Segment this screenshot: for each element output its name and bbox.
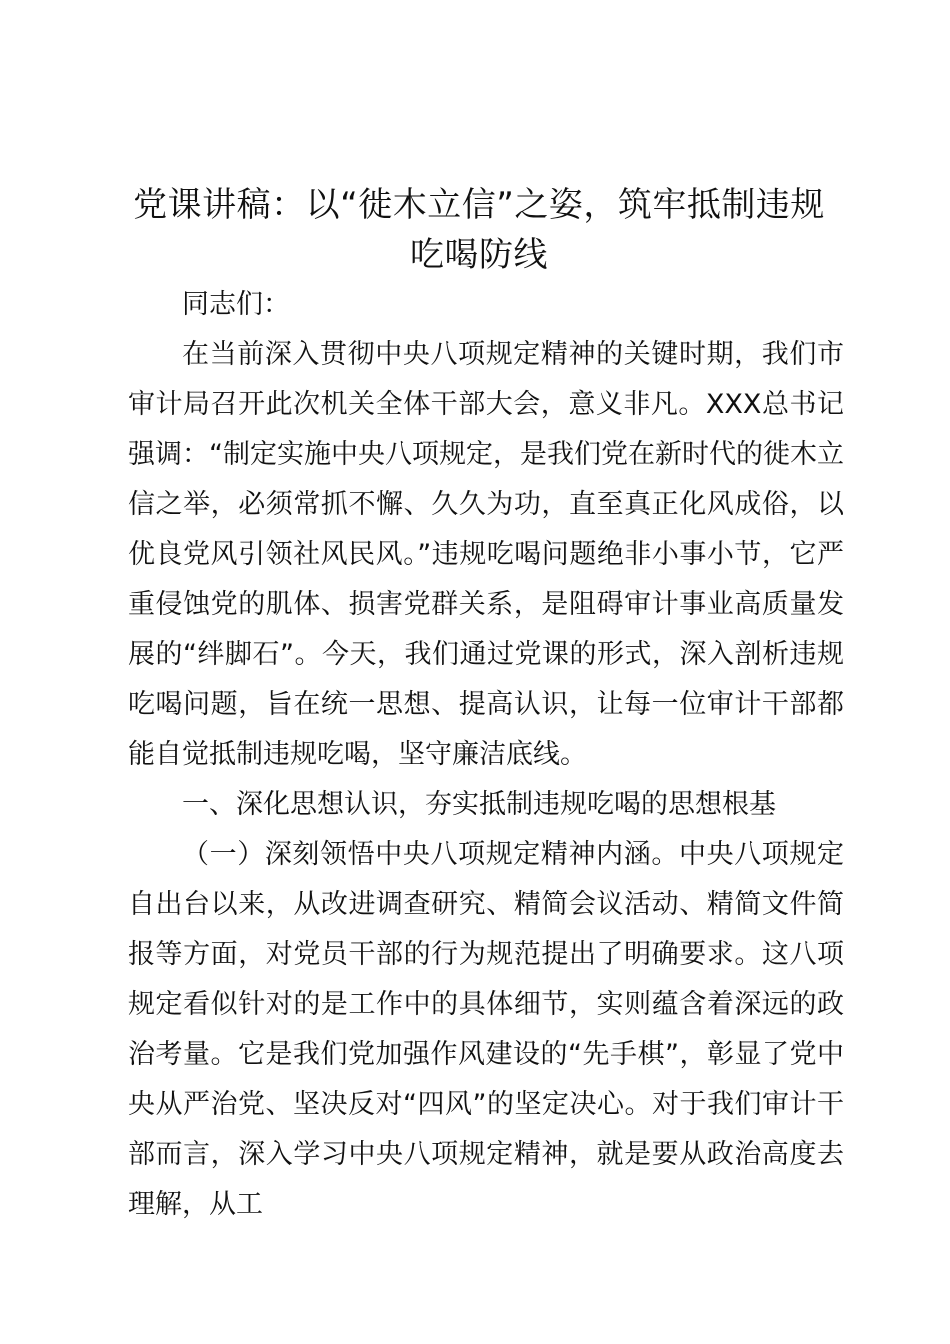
paragraph-intro: 在当前深入贯彻中央八项规定精神的关键时期，我们市审计局召开此次机关全体干部大会，意义非凡。XXX总书记强调：“制定实施中央八项规定，是我们党在新时代的徙木立信之举，必须常抓不懈、久久为功，直至真正化风成俗，以优良党风引领社风民风。”违规吃喝问题绝非小事小节，它严重侵蚀党的肌体、损害党群关系，是阻碍审计事业高质量发展的“绊脚石”。今天，我们通过党课的形式，深入剖析违规吃喝问题，旨在统一思想、提高认识，让每一位审计干部都能自觉抵制违规吃喝，坚守廉洁底线。 — [128, 339, 844, 770]
salutation: 同志们： — [182, 289, 290, 320]
subsection-paragraph: （一）深刻领悟中央八项规定精神内涵。中央八项规定自出台以来，从改进调查研究、精简会议活动、精简文件简报等方面，对党员干部的行为规范提出了明确要求。这八项规定看似针对的是工作中的具体细节，实则蕴含着深远的政治考量。它是我们党加强作风建设的“先手棋”，彰显了党中央从严治党、坚决反对“四风”的坚定决心。对于我们审计干部而言，深入学习中央八项规定精神，就是要从政治高度去理解，从工 — [128, 839, 844, 1220]
section-heading: 一、深化思想认识，夯实抵制违规吃喝的思想根基 — [182, 789, 776, 820]
document-title: 党课讲稿：以“徙木立信”之姿，筑牢抵制违规吃喝防线 — [133, 185, 825, 275]
document-body — [128, 280, 844, 1230]
